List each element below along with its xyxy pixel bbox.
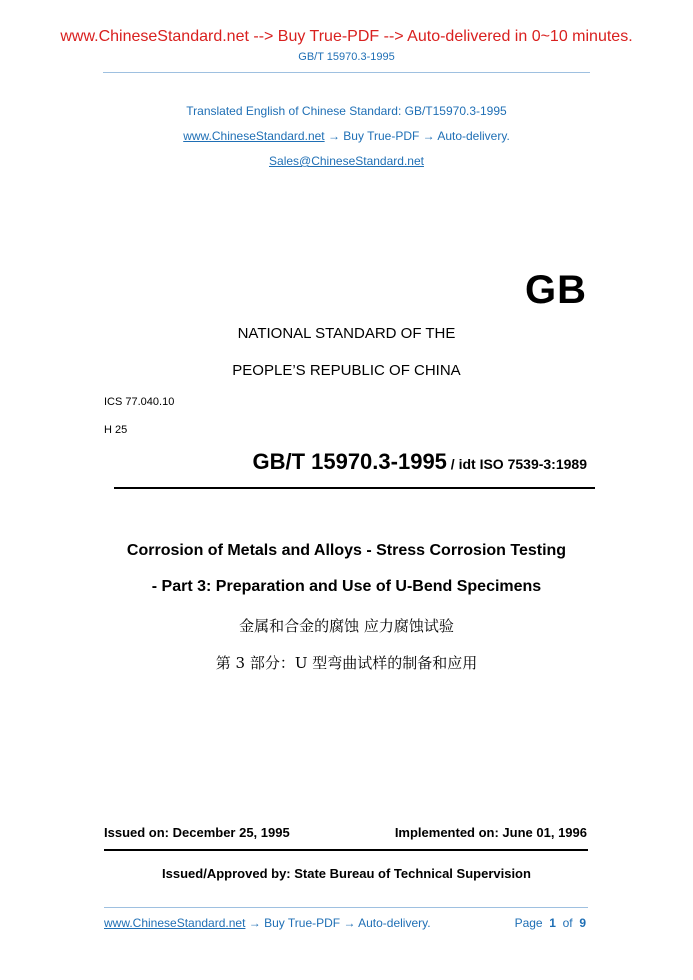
page-label: Page <box>514 916 543 930</box>
footer-purchase-text: → Buy True-PDF → Auto-delivery. <box>245 916 431 930</box>
ics-code: ICS 77.040.10 <box>104 396 175 408</box>
national-standard-line2: PEOPLE’S REPUBLIC OF CHINA <box>232 362 461 379</box>
page-indicator <box>515 916 586 930</box>
title-en-line2: - Part 3: Preparation and Use of U-Bend Specimens <box>151 578 542 595</box>
h-code: H 25 <box>104 424 128 436</box>
implemented-date: Implemented on: June 01, 1996 <box>394 825 587 840</box>
title-en-line1: Corrosion of Metals and Alloys - Stress Corrosion Testing <box>126 542 567 559</box>
of-label: of <box>562 916 573 930</box>
top-banner[interactable]: www.ChineseStandard.net --> Buy True-PDF --> Auto-delivered in 0~10 minutes. <box>60 28 633 45</box>
idt-reference: / idt ISO 7539-3:1989 <box>446 456 587 472</box>
page-number: 1 <box>549 916 556 930</box>
footer-purchase-line <box>104 916 431 930</box>
dates-divider <box>104 849 588 851</box>
footer-site-link[interactable]: www.ChineseStandard.net <box>104 916 246 930</box>
approval-line: Issued/Approved by: State Bureau of Technical Supervision <box>162 866 531 881</box>
translation-note: Translated English of Chinese Standard: GB/T15970.3-1995 <box>186 104 507 118</box>
issued-date: Issued on: December 25, 1995 <box>104 825 290 840</box>
page-total: 9 <box>579 916 586 930</box>
purchase-line <box>0 129 693 143</box>
email-link[interactable]: Sales@ChineseStandard.net <box>269 154 424 168</box>
gb-mark: GB <box>525 268 587 312</box>
standard-divider <box>114 487 595 489</box>
purchase-text: → Buy True-PDF → Auto-delivery. <box>324 129 510 143</box>
standard-number <box>252 449 587 475</box>
title-cn-line1: 金属和合金的腐蚀 应力腐蚀试验 <box>239 617 454 635</box>
standard-code: GB/T 15970.3-1995 <box>252 449 447 474</box>
title-cn-line2: 第 3 部分：U 型弯曲试样的制备和应用 <box>215 654 478 672</box>
header-divider <box>103 72 590 73</box>
footer-divider <box>104 907 588 908</box>
site-link[interactable]: www.ChineseStandard.net <box>183 129 325 143</box>
national-standard-line1: NATIONAL STANDARD OF THE <box>237 325 456 342</box>
email-line <box>0 154 693 168</box>
header-standard-ref: GB/T 15970.3-1995 <box>298 51 395 63</box>
